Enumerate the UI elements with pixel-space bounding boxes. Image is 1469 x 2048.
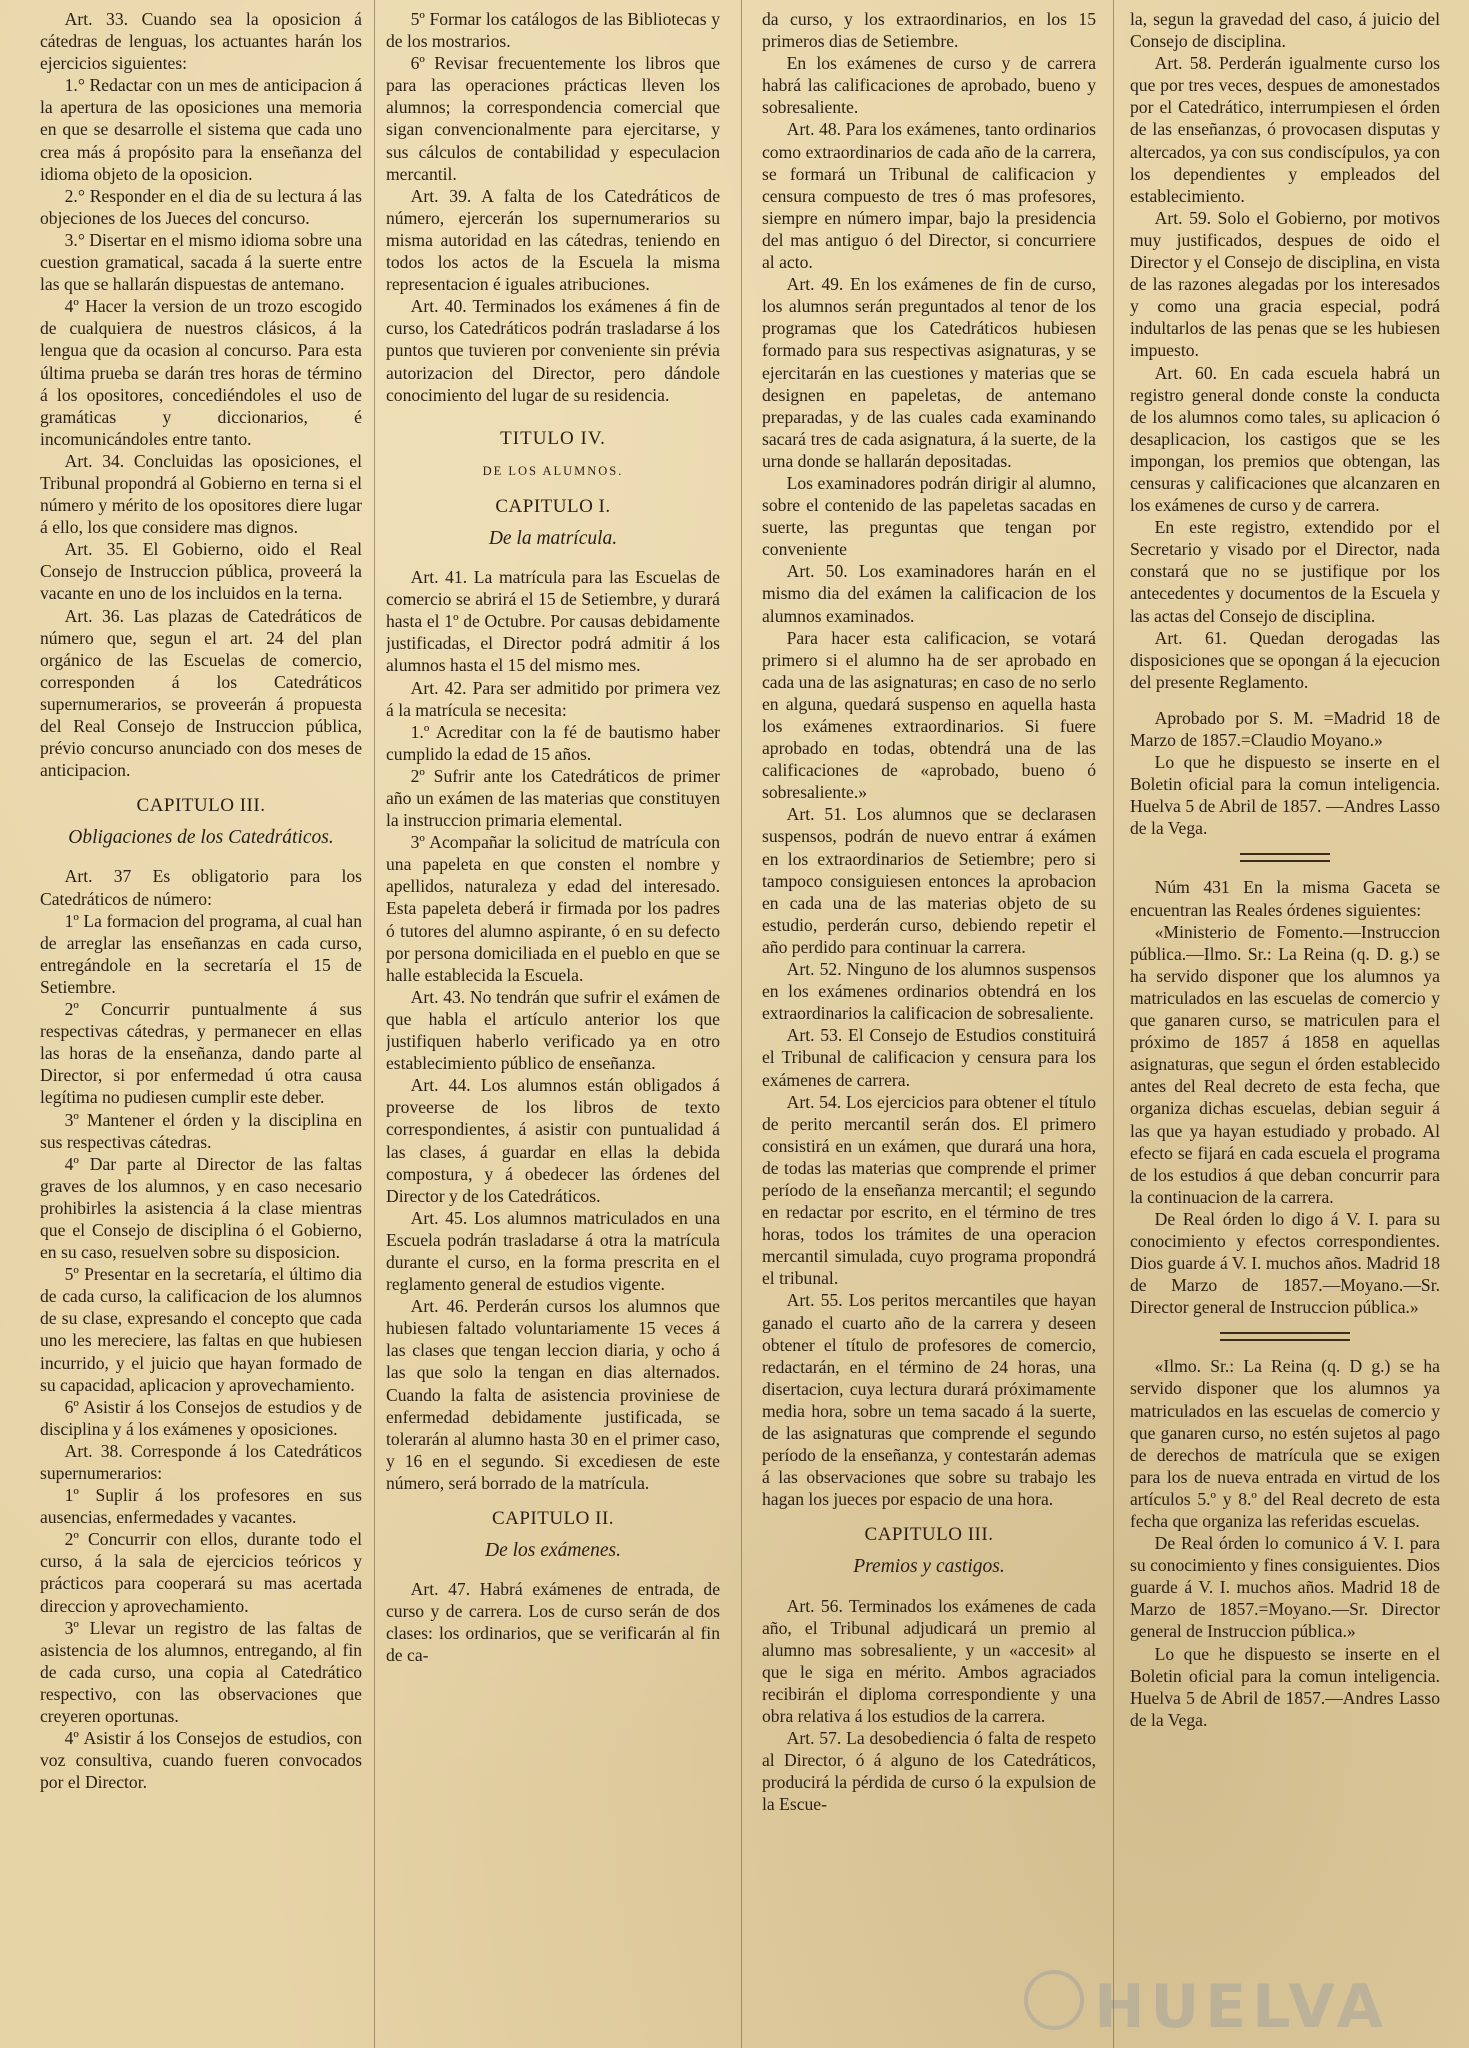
paragraph: 2º Concurrir con ellos, durante todo el curso, á la sala de ejercicios teóricos y prácticos para cooperará su mas acertada direccion y aprovechamiento. xyxy=(40,1529,362,1616)
archive-watermark: HUELVA xyxy=(1094,1972,1389,2042)
paragraph: Art. 40. Terminados los exámenes á fin de curso, los Catedráticos podrán trasladarse á los puntos que tuvieren por conveniente sin prévia autorizacion del Director, pero dándole conocimiento del lugar de su residencia. xyxy=(386,296,720,405)
paragraph: Art. 48. Para los exámenes, tanto ordinarios como extraordinarios de cada año de la carrera, se formará un Tribunal de calificacion y censura compuesto de tres ó mas profesores, siempre en número impar, bajo la presidencia del mas antiguo ó del Director, si concurriere al acto. xyxy=(762,119,1096,273)
spacer xyxy=(1130,693,1440,707)
paragraph: Art. 41. La matrícula para las Escuelas de comercio se abrirá el 15 de Setiembre, y durará hasta el 1º de Octubre. Por causas debidamente justificadas, el Director podrá admitir á los alumnos hasta el 15 del mismo mes. xyxy=(386,567,720,676)
paragraph: Art. 55. Los peritos mercantiles que hayan ganado el cuarto año de la carrera y deseen obtener el título de profesores de comercio, redactarán, en el término de 24 horas, una disertacion, cuya lectura durará próximamente media hora, sobre un tema sacado á la suerte, de las asignaturas que comprende el segundo período de la enseñanza, y contestarán ademas á las observaciones que sobre su trabajo les hagan los jueces por espacio de una hora. xyxy=(762,1290,1096,1510)
chapter-heading: CAPITULO III. xyxy=(864,1524,994,1546)
paragraph: Para hacer esta calificacion, se votará primero si el alumno ha de ser aprobado en cada una de las asignaturas; en caso de no serlo en alguna, quedará suspenso en aquella hasta los exámenes extraordinarios. Si fuere aprobado en todas, obtendrá una de las calificaciones de «aprobado, bueno ó sobresaliente.» xyxy=(762,627,1096,803)
paragraph: «Ilmo. Sr.: La Reina (q. D g.) se ha servido disponer que los alumnos ya matriculados en las escuelas de comercio y que ganaren curso, no estén sujetos al pago de derechos de matrícula que se exigen para los de nueva entrada en virtud de los artículos 5.º y 8.º del Real decreto de esta fecha que organiza las referidas escuelas. xyxy=(1130,1356,1440,1531)
paragraph: Art. 38. Corresponde á los Catedráticos supernumerarios: xyxy=(40,1440,362,1483)
column-divider xyxy=(741,0,742,2048)
paragraph: Art. 57. La desobediencia ó falta de respeto al Director, ó á alguno de los Catedráticos, producirá la pérdida de curso ó la expulsion de la Escue- xyxy=(762,1728,1096,1815)
paragraph: 1º La formacion del programa, al cual han de arreglar las enseñanzas en cada curso, entregándole en la secretaría el 15 de Setiembre. xyxy=(40,910,362,997)
paragraph: «Ministerio de Fomento.—Instruccion pública.—Ilmo. Sr.: La Reina (q. D. g.) se ha servido disponer que los alumnos ya matriculados en las escuelas de comercio y que ganaren curso, se matriculen para el próximo de 1857 á 1858 en aquellas asignaturas, que segun el órden establecido antes del Real decreto de esta fecha, que organiza dichas escuelas, debian seguir á las que ya hayan estudiado y probado. Al efecto se fijará en cada escuela el programa de los estudios á que deban concurrir para la continuacion de la carrera. xyxy=(1130,921,1440,1207)
paragraph: 3.° Disertar en el mismo idioma sobre una cuestion gramatical, sacada á la suerte entre las que se hallarán dispuestas de antemano. xyxy=(40,229,362,295)
paragraph: Núm 431 En la misma Gaceta se encuentran las Reales órdenes siguientes: xyxy=(1130,877,1440,920)
paragraph: Art. 56. Terminados los exámenes de cada año, el Tribunal adjudicará un premio al alumno mas sobresaliente, y un «accesit» al que le siga en mérito. Ambos agraciados recibirán el diploma correspondiente y una obra relativa á los estudios de la carrera. xyxy=(762,1595,1096,1727)
paragraph: Art. 53. El Consejo de Estudios constituirá el Tribunal de calificacion y censura para los exámenes de carrera. xyxy=(762,1025,1096,1090)
paragraph: Art. 37 Es obligatorio para los Catedráticos de número: xyxy=(40,866,362,909)
paragraph: 1.° Redactar con un mes de anticipacion á la apertura de las oposiciones una memoria en que se desarrolle el sistema que cada uno crea más á propósito para la enseñanza del idioma objeto de la oposicion. xyxy=(40,75,362,184)
paragraph: 6º Asistir á los Consejos de estudios y de disciplina y á los exámenes y oposiciones. xyxy=(40,1396,362,1439)
text-column-3 xyxy=(762,8,1096,2038)
paragraph: 3º Mantener el órden y la disciplina en sus respectivas cátedras. xyxy=(40,1109,362,1152)
text-column-1 xyxy=(40,8,362,2038)
chapter-subtitle: De los exámenes. xyxy=(485,1540,621,1562)
paragraph: la, segun la gravedad del caso, á juicio del Consejo de disciplina. xyxy=(1130,9,1440,52)
chapter-heading: CAPITULO II. xyxy=(491,1508,615,1529)
paragraph: Aprobado por S. M. =Madrid 18 de Marzo de 1857.=Claudio Moyano.» xyxy=(1130,707,1440,750)
paragraph: Art. 50. Los examinadores harán en el mismo dia del exámen la calificacion de los alumnos examinados. xyxy=(762,561,1096,626)
paragraph: 2.° Responder en el dia de su lectura á las objeciones de los Jueces del concurso. xyxy=(40,185,362,228)
paragraph: 4º Asistir á los Consejos de estudios, con voz consultiva, cuando fueren convocados por el Director. xyxy=(40,1728,362,1793)
paragraph: Art. 52. Ninguno de los alumnos suspensos en los exámenes ordinarios obtendrá en los extraordinarios la calificacion de sobresaliente. xyxy=(762,959,1096,1024)
paragraph: 3º Acompañar la solicitud de matrícula con una papeleta en que consten el nombre y apellidos, naturaleza y edad del interesado. Esta papeleta deberá ir firmada por los padres ó tutores del alumno aspirante, ó en su defecto por persona domiciliada en el pueblo en que se halle establecida la Escuela. xyxy=(386,832,720,985)
archive-seal-icon xyxy=(1024,1970,1084,2030)
paragraph: da curso, y los extraordinarios, en los 15 primeros dias de Setiembre. xyxy=(762,9,1096,52)
text-column-4 xyxy=(1130,8,1440,2038)
paragraph: Art. 51. Los alumnos que se declarasen suspensos, podrán de nuevo entrar á exámen en los extraordinarios de Setiembre; pero si tampoco consiguiesen entonces la aprobacion en cada una de las materias objeto de su estudio, perderán curso, debiendo repetir el año perdido para continuar la carrera. xyxy=(762,804,1096,957)
paragraph: De Real órden lo comunico á V. I. para su conocimiento y fines consiguientes. Dios guarde á V. I. muchos años. Madrid 18 de Marzo de 1857.=Moyano.—Sr. Director general de Instruccion pública.» xyxy=(1130,1533,1440,1642)
paragraph: Art. 34. Concluidas las oposiciones, el Tribunal propondrá al Gobierno en terna si el número y mérito de los opositores diere lugar á ello, los que considere mas dignos. xyxy=(40,450,362,538)
column-divider xyxy=(374,0,375,2048)
paragraph: En este registro, extendido por el Secretario y visado por el Director, nada constará que no se justifique por los antecedentes y documentos de la Escuela y las actas del Consejo de disciplina. xyxy=(1130,517,1440,626)
text-column-2 xyxy=(386,8,720,2038)
paragraph: Art. 44. Los alumnos están obligados á proveerse de los libros de texto correspondientes, á asistir con puntualidad á las clases, á guardar en ellas la debida compostura, y á obedecer las órdenes del Director y de los Catedráticos. xyxy=(386,1075,720,1206)
chapter-heading: CAPITULO I. xyxy=(495,495,611,517)
paragraph: Art. 60. En cada escuela habrá un registro general donde conste la conducta de los alumnos como tales, su aplicacion ó desaplicacion, los castigos que se les impongan, los premios que obtengan, las censuras y calificaciones que alcanzaren en los exámenes de curso y de carrera. xyxy=(1130,362,1440,516)
paragraph: 3º Llevar un registro de las faltas de asistencia de los alumnos, entregando, al fin de cada curso, una copia al Catedrático respectivo, con las observaciones que creyeren oportunas. xyxy=(40,1617,362,1727)
paragraph: 6º Revisar frecuentemente los libros que para las operaciones prácticas lleven los alumnos; la correspondencia comercial que sigan convencionalmente para ejercitarse, y sus cálculos de contabilidad y especulacion mercantil. xyxy=(386,53,720,184)
paragraph: 5º Presentar en la secretaría, el último dia de cada curso, la calificacion de los alumnos de su clase, expresando el concepto que cada uno les mereciere, las faltas en que hubiesen incurrido, y el juicio que hayan formado de su capacidad, aplicacion y aprovechamiento. xyxy=(40,1264,362,1395)
paragraph: Art. 59. Solo el Gobierno, por motivos muy justificados, despues de oido el Director y el Consejo de disciplina, en vista de las razones alegadas por los interesados y como una gracia especial, podrá indultarlos de las penas que se les hubiesen impuesto. xyxy=(1130,207,1440,361)
chapter-heading: CAPITULO III. xyxy=(136,795,266,817)
paragraph: Lo que he dispuesto se inserte en el Boletin oficial para la comun inteligencia. Huelva 5 de Abril de 1857. —Andres Lasso de la Vega. xyxy=(1130,752,1440,839)
paragraph: Art. 61. Quedan derogadas las disposiciones que se opongan á la ejecucion del presente Reglamento. xyxy=(1130,627,1440,692)
paragraph: En los exámenes de curso y de carrera habrá las calificaciones de aprobado, bueno y sobresaliente. xyxy=(762,53,1096,118)
paragraph: Art. 36. Las plazas de Catedráticos de número que, segun el art. 24 del plan orgánico de las Escuelas de comercio, corresponden á los Catedráticos supernumerarios, se proveerán á propuesta del Real Consejo de Instruccion pública, prévio concurso anunciado con dos meses de anticipacion. xyxy=(40,605,362,781)
column-divider xyxy=(1113,0,1114,2048)
paragraph: Los examinadores podrán dirigir al alumno, sobre el contenido de las papeletas sacadas en suerte, las preguntas que tengan por conveniente xyxy=(762,472,1096,560)
paragraph: Art. 46. Perderán cursos los alumnos que hubiesen faltado voluntariamente 15 veces á las clases que tengan leccion diaria, y ocho á las que solo la tengan en dias alternados. Cuando la falta de asistencia proviniese de enfermedad debidamente justificada, se tolerarán al alumno hasta 30 en el primer caso, y 16 en el segundo. Si excediesen de este número, será borrado de la matrícula. xyxy=(386,1296,720,1493)
chapter-subtitle: De la matrícula. xyxy=(488,527,618,549)
paragraph: Art. 58. Perderán igualmente curso los que por tres veces, despues de amonestados por el Catedrático, interrumpiesen el órden de las enseñanzas, ó provocasen disputas y altercados, ya con sus condiscípulos, ya con los dependientes y empleados del establecimiento. xyxy=(1130,53,1440,206)
chapter-subtitle: Premios y castigos. xyxy=(853,1556,1005,1578)
section-subheading: DE LOS ALUMNOS. xyxy=(482,463,624,478)
chapter-subtitle: Obligaciones de los Catedráticos. xyxy=(68,827,334,849)
paragraph: Art. 39. A falta de los Catedráticos de número, ejercerán los supernumerarios su misma autoridad en las cátedras, teniendo en todos los actos de la Escuela la misma representacion é iguales atribuciones. xyxy=(386,185,720,295)
double-rule-divider xyxy=(1220,1332,1350,1341)
paragraph: 2º Sufrir ante los Catedráticos de primer año un exámen de las materias que constituyen la instruccion primaria elemental. xyxy=(386,765,720,831)
paragraph: Art. 33. Cuando sea la oposicion á cátedras de lenguas, los actuantes harán los ejercicios siguientes: xyxy=(40,9,362,74)
paragraph: Art. 35. El Gobierno, oido el Real Consejo de Instruccion pública, proveerá la vacante en uno de los incluidos en la terna. xyxy=(40,539,362,604)
paragraph: Art. 42. Para ser admitido por primera vez á la matrícula se necesita: xyxy=(386,677,720,720)
paragraph: 4º Hacer la version de un trozo escogido de cualquiera de nuestros clásicos, á la lengua que da ocasion al concurso. Para esta última prueba se darán tres horas de término á los opositores, concediéndoles el uso de gramáticas y diccionarios, é incomunicándoles entre tanto. xyxy=(40,296,362,449)
paragraph: 4º Dar parte al Director de las faltas graves de los alumnos, y en caso necesario prohibirles la asistencia á la clase mientras que el Consejo de disciplina ó el Gobierno, en su caso, resuelven sobre su disposicion. xyxy=(40,1153,362,1263)
paragraph: Art. 49. En los exámenes de fin de curso, los alumnos serán preguntados al tenor de los programas que los Catedráticos hubiesen formado para sus respectivas asignaturas, y se ejercitarán en las cuestiones y materias que se designen en papeletas, de antemano preparadas, y de las cuales cada examinando sacará tres de cada asignatura, á la suerte, de la urna donde se hallarán depositadas. xyxy=(762,274,1096,471)
paragraph: Art. 47. Habrá exámenes de entrada, de curso y de carrera. Los de curso serán de dos clases: los ordinarios, que se verificarán al fin de ca- xyxy=(386,1579,720,1666)
title-heading: TITULO IV. xyxy=(500,427,606,449)
paragraph: Art. 43. No tendrán que sufrir el exámen de que habla el artículo anterior los que justifiquen haberlo verificado ya en otro establecimiento público de enseñanza. xyxy=(386,986,720,1074)
paragraph: Art. 54. Los ejercicios para obtener el título de perito mercantil serán dos. El primero consistirá en un exámen, que durará una hora, de todas las materias que comprende el primer período de la enseñanza mercantil; el segundo en redactar por escrito, en el término de tres horas, todos los trámites de una operacion mercantil simulada, cuyo programa propondrá el tribunal. xyxy=(762,1091,1096,1289)
paragraph: De Real órden lo digo á V. I. para su conocimiento y efectos correspondientes. Dios guarde á V. I. muchos años. Madrid 18 de Marzo de 1857.—Moyano.—Sr. Director general de Instruccion pública.» xyxy=(1130,1208,1440,1318)
double-rule-divider xyxy=(1240,853,1330,862)
paragraph: 1.º Acreditar con la fé de bautismo haber cumplido la edad de 15 años. xyxy=(386,721,720,764)
paragraph: Art. 45. Los alumnos matriculados en una Escuela podrán trasladarse á otra la matrícula durante el curso, en la forma prescrita en el reglamento general de estudios vigente. xyxy=(386,1207,720,1295)
paragraph: 1º Suplir á los profesores en sus ausencias, enfermedades y vacantes. xyxy=(40,1485,362,1528)
paragraph: 5º Formar los catálogos de las Bibliotecas y de los mostrarios. xyxy=(386,9,720,52)
paragraph: 2º Concurrir puntualmente á sus respectivas cátedras, y permanecer en ellas las horas de la enseñanza, dando parte al Director, si por enfermedad ú otra causa legítima no pudiesen cumplir este deber. xyxy=(40,999,362,1108)
paragraph: Lo que he dispuesto se inserte en el Boletin oficial para la comun inteligencia. Huelva 5 de Abril de 1857.—Andres Lasso de la Vega. xyxy=(1130,1643,1440,1730)
